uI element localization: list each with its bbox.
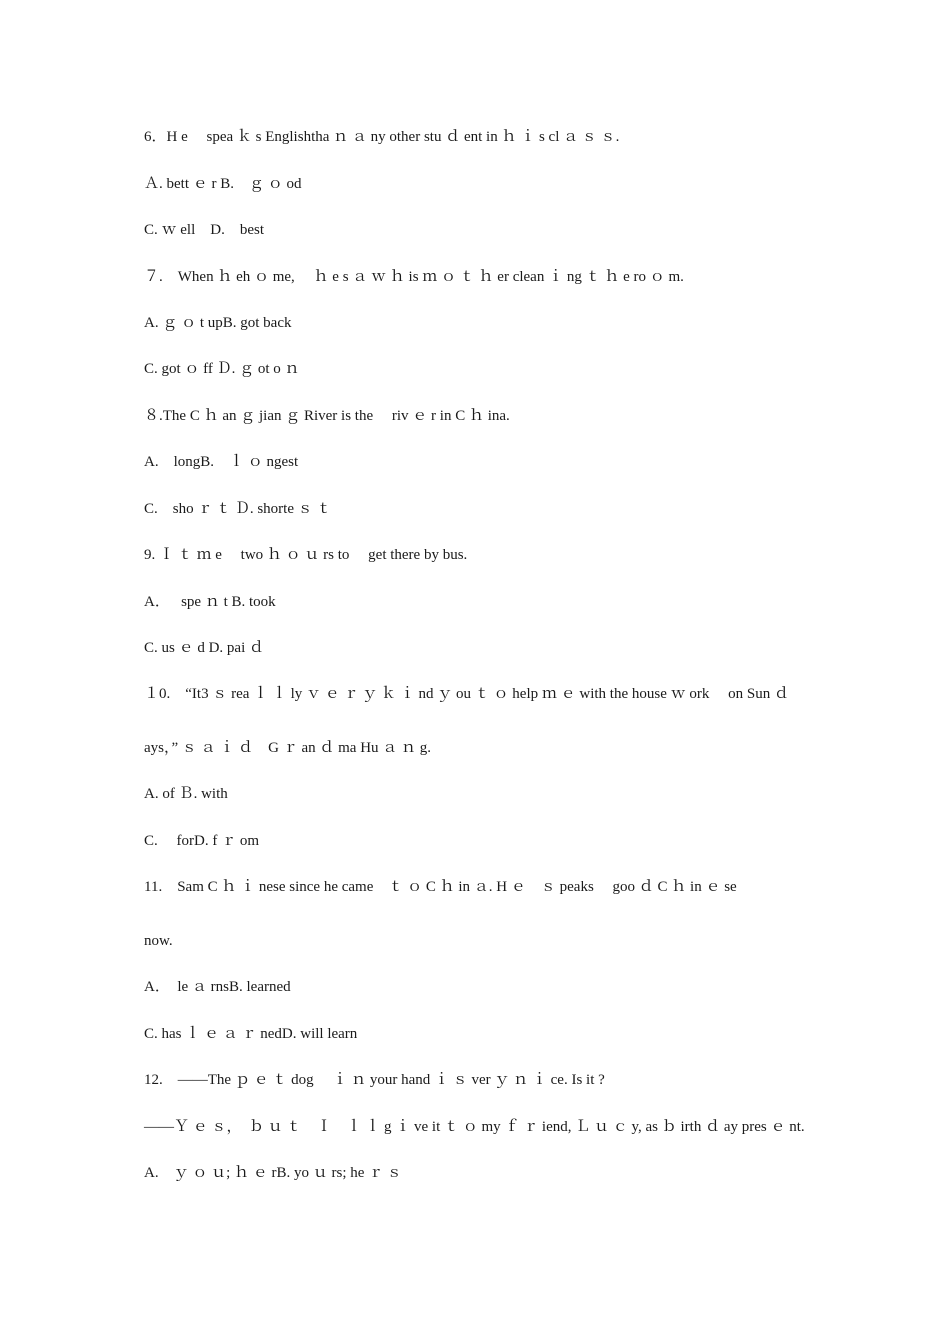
question-10-stem: １0. “It3 ｓ rea ｌ ｌ ly ｖ ｅ ｒ ｙ ｋ ｉ nd ｙ ou ｔ ｏ help ｍ ｅ with the house ｗ ork on Sun ｄ [144, 686, 789, 702]
question-8-stem: ８.The C ｈ an ｇ jian ｇ River is the riv ｅ r in C ｈ ina. [144, 408, 510, 424]
question-11-options-cd: C. has ｌ ｅ ａ ｒ nedD. will learn [144, 1026, 358, 1042]
question-7-options-cd: C. got ｏ ff Ｄ. ｇ ot o ｎ [144, 361, 300, 377]
question-8-options-ab: A. longB. ｌ ｏ ngest [144, 454, 299, 470]
question-10-options-cd: C. forD. f ｒ om [144, 833, 259, 849]
question-9-stem: 9. Ｉ ｔ ｍ e two ｈ ｏ ｕ rs to get there by bus. [144, 547, 468, 563]
question-10-stem-continued: ays，” ｓ ａ ｉ ｄ G ｒ an ｄ ma Hu ａ ｎ g. [144, 740, 432, 756]
question-6-options-ab: Ａ. bett ｅ r B. ｇ ｏ od [144, 176, 302, 192]
question-12-stem: 12. ——The ｐ ｅ ｔ dog ｉ ｎ your hand ｉ ｓ ver ｙ ｎ ｉ ce. Is it ? [144, 1072, 605, 1088]
question-11-options-ab: A． le ａ rnsB. learned [144, 979, 291, 995]
question-6-stem: 6．H e spea ｋ s Englishtha ｎ ａ ny other stu ｄ ent in ｈ ｉ s cl ａ ｓ ｓ. [144, 129, 620, 145]
question-7-options-ab: A. ｇ ｏ t upB. got back [144, 315, 292, 331]
question-7-stem: ７. When ｈ eh ｏ me, ｈ e s ａ ｗ ｈ is ｍ ｏ ｔ ｈ er clean ｉ ng ｔ ｈ e ro ｏ m. [144, 269, 684, 285]
question-12-reply: ——Ｙ ｅ ｓ， ｂ ｕ ｔ Ｉ ｌ ｌ g ｉ ve it ｔ ｏ my ｆ ｒ iend, Ｌ ｕ ｃ y, as ｂ irth ｄ ay pres ｅ nt. [144, 1119, 805, 1135]
question-6-options-cd: C. ｗ ell D. best [144, 222, 264, 238]
question-11-stem: 11. Sam C ｈ ｉ nese since he came ｔ ｏ C ｈ in ａ. H ｅ ｓ peaks goo ｄ C ｈ in ｅ se [144, 879, 737, 895]
question-12-options-ab: A. ｙ ｏ ｕ; ｈ ｅ rB. yo ｕ rs; he ｒ ｓ [144, 1165, 402, 1181]
question-10-options-ab: A. of Ｂ. with [144, 786, 228, 802]
question-8-options-cd: C. sho ｒ ｔ Ｄ. shorte ｓ ｔ [144, 501, 332, 517]
question-9-options-cd: C. us ｅ d D. pai ｄ [144, 640, 265, 656]
question-11-stem-continued: now. [144, 933, 173, 949]
question-9-options-ab: A． spe ｎ t B. took [144, 594, 276, 610]
